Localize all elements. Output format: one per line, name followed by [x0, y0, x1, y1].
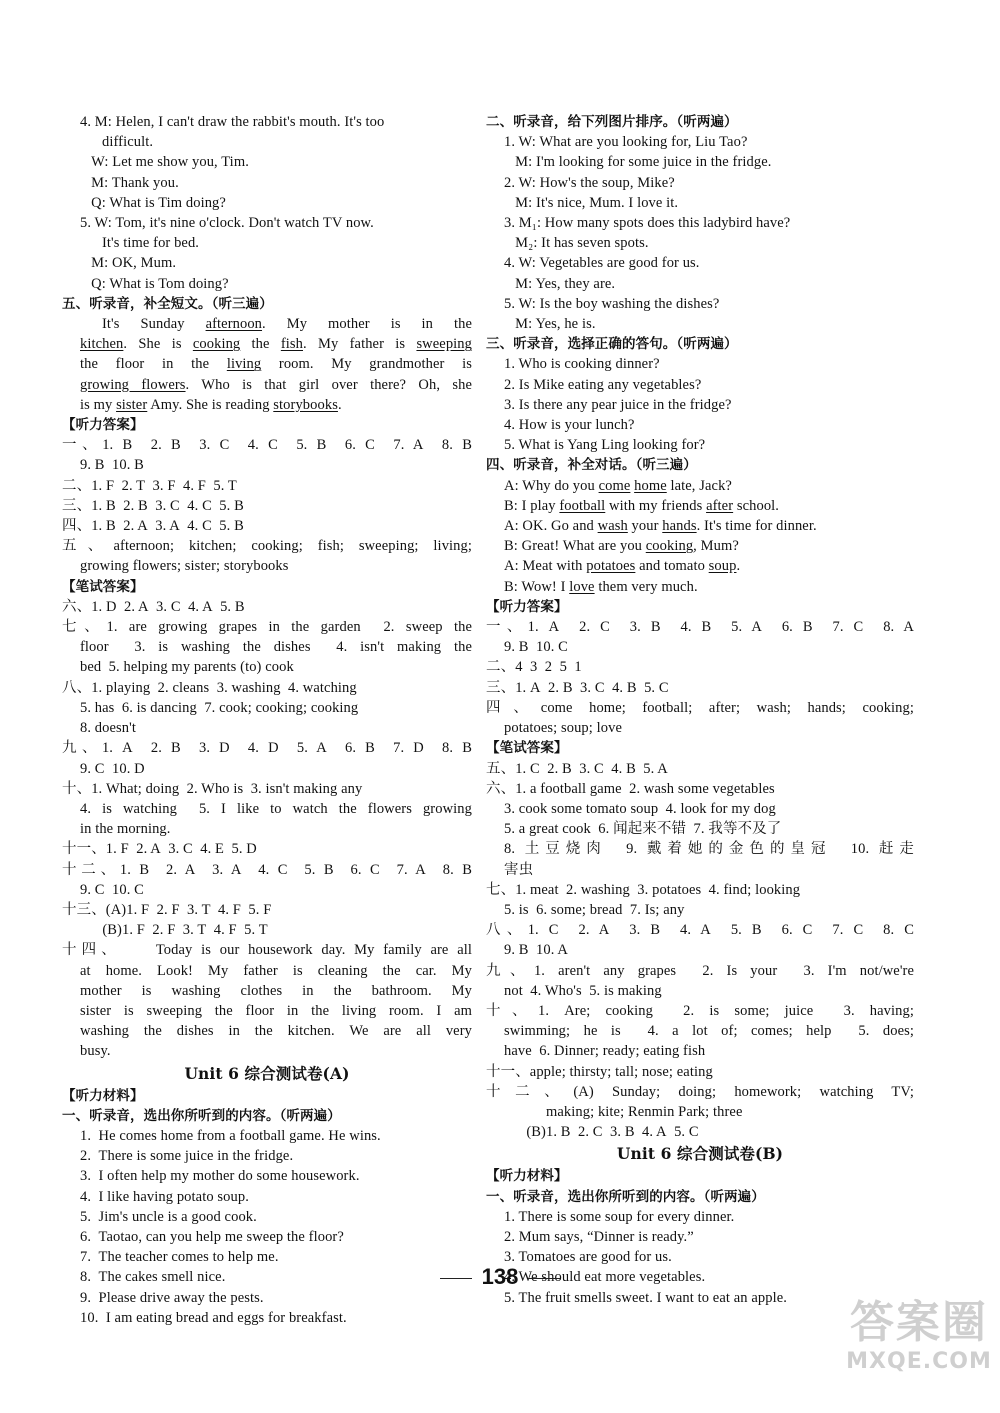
answer-blank: come — [598, 477, 631, 494]
left-column-line: 一、听录音，选出你所听到的内容。（听两遍） — [62, 1107, 341, 1124]
right-column-line: 九、1. aren't any grapes 2. Is your 3. I'm not/we're — [486, 962, 914, 979]
right-column-line: 二、4 3 2 5 1 — [486, 659, 582, 676]
right-column-line: 8. 土豆烧肉 9. 戴着她的金色的皇冠 10. 赶走 — [504, 841, 914, 858]
left-column-line: 【听力材料】 — [62, 1087, 144, 1104]
right-column-line: 【听力答案】 — [486, 598, 568, 615]
right-column — [486, 112, 914, 1308]
right-column-line: A: Why do you come home late, Jack? — [504, 477, 732, 494]
left-column-line: It's time for bed. — [102, 235, 200, 252]
right-column-line: 5. The fruit smells sweet. I want to eat an apple. — [504, 1289, 787, 1306]
right-column-line: B: I play football with my friends after school. — [504, 497, 780, 514]
left-column-line: 9. C 10. D — [80, 760, 145, 777]
left-column-line: 五、afternoon; kitchen; cooking; fish; sweeping; living; — [62, 538, 472, 555]
left-column-line: 9. Please drive away the pests. — [80, 1289, 264, 1306]
left-column-line: 八、1. playing 2. cleans 3. washing 4. watching — [62, 679, 357, 696]
left-column-line: difficult. — [102, 134, 154, 151]
right-column-line: 四、听录音，补全对话。（听三遍） — [486, 457, 697, 474]
left-column-line: 十一、1. F 2. A 3. C 4. E 5. D — [62, 841, 257, 858]
answer-blank: sweeping — [416, 336, 473, 353]
left-column — [62, 112, 472, 1328]
left-column-line: growing flowers. Who is that girl over there? Oh, she — [80, 376, 472, 393]
right-column-line: 七、1. meat 2. washing 3. potatoes 4. find; looking — [486, 881, 801, 898]
left-column-line: in the morning. — [80, 821, 171, 838]
answer-blank: wash — [597, 518, 628, 535]
left-column-line: (B)1. F 2. F 3. T 4. F 5. T — [80, 922, 268, 939]
right-column-line: 5. W: Is the boy washing the dishes? — [504, 295, 720, 312]
left-column-line: 十三、(A)1. F 2. F 3. T 4. F 5. F — [62, 901, 272, 918]
answer-blank: living — [226, 356, 262, 373]
left-column-line: 4. I like having potato soup. — [80, 1188, 249, 1205]
left-column-line: 【笔试答案】 — [62, 578, 144, 595]
right-column-line: 3. cook some tomato soup 4. look for my dog — [504, 800, 776, 817]
right-column-line: M: Yes, they are. — [504, 275, 616, 292]
right-column-line: 二、听录音，给下列图片排序。（听两遍） — [486, 114, 738, 130]
page-number — [0, 1264, 1000, 1290]
left-column-line: kitchen. She is cooking the fish. My father is sweeping — [80, 336, 473, 353]
right-column-line: 四、come home; football; after; wash; hands; cooking; — [486, 699, 914, 716]
right-column-line: 9. B 10. A — [504, 942, 568, 959]
right-column-line: 2. Mum says, “Dinner is ready.” — [504, 1228, 694, 1245]
answer-blank: cooking — [645, 538, 694, 555]
answer-blank: after — [706, 497, 734, 514]
left-column-line: 二、1. F 2. T 3. F 4. F 5. T — [62, 477, 237, 494]
left-column-line: 8. doesn't — [80, 720, 136, 737]
right-column-line: A: Meat with potatoes and tomato soup. — [504, 558, 741, 575]
left-column-line: 九、1. A 2. B 3. D 4. D 5. A 6. B 7. D 8. B — [62, 740, 472, 757]
right-column-line: 十二、(A) Sunday; doing; homework; watching TV; — [486, 1083, 914, 1100]
answer-blank: cooking — [192, 336, 241, 353]
answer-blank: growing flowers — [80, 376, 186, 393]
left-column-line: 七、1. are growing grapes in the garden 2. sweep the — [62, 619, 472, 636]
left-column-line: growing flowers; sister; storybooks — [80, 558, 289, 575]
watermark-url: MXQE.COM — [846, 1349, 992, 1374]
right-column-line: 六、1. a football game 2. wash some vegetables — [486, 780, 775, 797]
right-column-line: 【听力材料】 — [486, 1168, 568, 1185]
right-column-line: M: It's nice, Mum. I love it. — [504, 194, 679, 211]
right-column-line: 1. There is some soup for every dinner. — [504, 1208, 735, 1225]
right-column-line: 3. Tomatoes are good for us. — [504, 1249, 672, 1266]
left-column-line: 3. I often help my mother do some housework. — [80, 1168, 360, 1185]
left-column-line: bed 5. helping my parents (to) cook — [80, 659, 294, 676]
answer-blank: soup — [708, 558, 737, 575]
right-column-line: 4. How is your lunch? — [504, 417, 635, 434]
left-column-line: 一、1. B 2. B 3. C 4. C 5. B 6. C 7. A 8. B — [62, 437, 472, 454]
answer-blank: kitchen — [80, 336, 124, 353]
left-column-line: Q: What is Tim doing? — [80, 194, 226, 211]
right-column-line: 3. Is there any pear juice in the fridge? — [504, 396, 732, 413]
left-column-line: busy. — [80, 1043, 111, 1060]
left-column-line: W: Let me show you, Tim. — [80, 154, 249, 171]
right-column-line: M₂: It has seven spots. — [504, 235, 649, 252]
right-column-line: A: OK. Go and wash your hands. It's time for dinner. — [504, 518, 817, 535]
left-column-line: 7. The teacher comes to help me. — [80, 1249, 279, 1266]
right-column-line: 【笔试答案】 — [486, 740, 568, 757]
left-column-line: 1. He comes home from a football game. He wins. — [80, 1127, 381, 1144]
answer-blank: home — [634, 477, 667, 494]
right-column-line: M: Yes, he is. — [504, 316, 596, 333]
right-column-line: 5. is 6. some; bread 7. Is; any — [504, 901, 685, 918]
left-column-line: 5. has 6. is dancing 7. cook; cooking; cooking — [80, 699, 359, 716]
right-column-line: 1. W: What are you looking for, Liu Tao? — [504, 134, 748, 151]
right-column-line: B: Great! What are you cooking, Mum? — [504, 538, 739, 555]
left-column-line: is my sister Amy. She is reading storybooks. — [80, 396, 342, 413]
left-column-line: at home. Look! My father is cleaning the car. My — [80, 962, 472, 979]
watermark-logo — [844, 1297, 994, 1407]
right-column-line: 9. B 10. C — [504, 639, 568, 656]
left-column-line: 三、1. B 2. B 3. C 4. C 5. B — [62, 497, 244, 514]
right-column-line: 3. M₁: How many spots does this ladybird have? — [504, 215, 791, 232]
answer-blank: sister — [116, 396, 148, 413]
left-column-line: washing the dishes in the kitchen. We are all very — [80, 1023, 472, 1040]
answer-blank: storybooks — [273, 396, 338, 413]
left-column-line: 10. I am eating bread and eggs for breakfast. — [80, 1309, 347, 1326]
left-column-line: 9. B 10. B — [80, 457, 144, 474]
page-number-dash-right — [528, 1278, 560, 1279]
answer-blank: hands — [662, 518, 697, 535]
left-column-line: M: OK, Mum. — [80, 255, 177, 272]
right-column-line: have 6. Dinner; ready; eating fish — [504, 1043, 706, 1060]
right-column-line: 一、1. A 2. C 3. B 4. B 5. A 6. B 7. C 8. A — [486, 619, 914, 636]
right-column-line: 三、听录音，选择正确的答句。（听两遍） — [486, 336, 738, 353]
answer-blank: football — [559, 497, 606, 514]
right-column-line: 5. a great cook 6. 闻起来不错 7. 我等不及了 — [504, 821, 782, 838]
left-column-line: 六、1. D 2. A 3. C 4. A 5. B — [62, 598, 245, 615]
page-number-text: 138 — [481, 1264, 519, 1289]
right-column-line: B: Wow! I love them very much. — [504, 578, 698, 595]
right-column-line: 4. W: Vegetables are good for us. — [504, 255, 700, 272]
answer-blank: afternoon — [205, 316, 263, 333]
left-column-line: mother is washing clothes in the bathroom. My — [80, 982, 472, 999]
left-column-line: 十二、1. B 2. A 3. A 4. C 5. B 6. C 7. A 8. B — [62, 861, 472, 878]
left-column-line: 6. Taotao, can you help me sweep the floor? — [80, 1228, 344, 1245]
left-column-line: the floor in the living room. My grandmother is — [80, 356, 472, 373]
right-column-line: M: I'm looking for some juice in the fridge. — [504, 154, 772, 171]
answer-blank: fish — [280, 336, 303, 353]
left-column-line: floor 3. is washing the dishes 4. isn't making the — [80, 639, 472, 656]
left-column-line: 2. There is some juice in the fridge. — [80, 1148, 294, 1165]
left-column-line: 【听力答案】 — [62, 417, 144, 434]
left-column-line: sister is sweeping the floor in the living room. I am — [80, 1002, 472, 1019]
left-column-line: 十四、 Today is our housework day. My family are all — [62, 942, 472, 959]
right-column-line: 十一、apple; thirsty; tall; nose; eating — [486, 1063, 713, 1080]
right-column-line: 1. Who is cooking dinner? — [504, 356, 660, 373]
right-column-line: 4. We should eat more vegetables. — [504, 1269, 706, 1286]
right-column-line: swimming; he is 4. a lot of; comes; help 5. does; — [504, 1023, 914, 1040]
right-column-line: 三、1. A 2. B 3. C 4. B 5. C — [486, 679, 669, 696]
left-column-line: 8. The cakes smell nice. — [80, 1269, 226, 1286]
right-column-line: 害虫 — [504, 861, 534, 878]
left-column-line: Q: What is Tom doing? — [80, 275, 229, 292]
left-column-line: 5. Jim's uncle is a good cook. — [80, 1208, 257, 1225]
right-column-line: Unit 6 综合测试卷(B) — [616, 1144, 784, 1164]
left-column-line: 四、1. B 2. A 3. A 4. C 5. B — [62, 518, 244, 535]
left-column-line: 9. C 10. C — [80, 881, 144, 898]
right-column-line: 5. What is Yang Ling looking for? — [504, 437, 706, 454]
left-column-line: M: Thank you. — [80, 174, 179, 191]
watermark-text: 答案圈 — [850, 1297, 988, 1348]
answer-blank: love — [569, 578, 595, 595]
left-column-line: 5. W: Tom, it's nine o'clock. Don't watch TV now. — [80, 215, 374, 232]
right-column-line: 十、1. Are; cooking 2. is some; juice 3. having; — [486, 1002, 914, 1019]
page-number-dash-left — [440, 1278, 472, 1279]
right-column-line: not 4. Who's 5. is making — [504, 982, 662, 999]
left-column-line: 4. is watching 5. I like to watch the flowers growing — [80, 800, 472, 817]
right-column-line: 2. W: How's the soup, Mike? — [504, 174, 675, 191]
right-column-line: (B)1. B 2. C 3. B 4. A 5. C — [504, 1124, 699, 1141]
left-column-line: 十、1. What; doing 2. Who is 3. isn't making any — [62, 780, 363, 797]
answer-blank: potatoes — [586, 558, 636, 575]
left-column-line: It's Sunday afternoon. My mother is in the — [102, 316, 472, 333]
right-column-line: 一、听录音，选出你所听到的内容。（听两遍） — [486, 1188, 765, 1205]
right-column-line: 八、1. C 2. A 3. B 4. A 5. B 6. C 7. C 8. C — [486, 922, 914, 939]
right-column-line: potatoes; soup; love — [504, 720, 622, 737]
right-column-line: 五、1. C 2. B 3. C 4. B 5. A — [486, 760, 668, 777]
right-column-line: making; kite; Renmin Park; three — [546, 1103, 743, 1120]
right-column-line: 2. Is Mike eating any vegetables? — [504, 376, 702, 393]
left-column-line: 4. M: Helen, I can't draw the rabbit's mouth. It's too — [80, 114, 385, 130]
left-column-line: 五、听录音，补全短文。（听三遍） — [62, 295, 273, 312]
left-column-line: Unit 6 综合测试卷(A) — [184, 1063, 350, 1083]
